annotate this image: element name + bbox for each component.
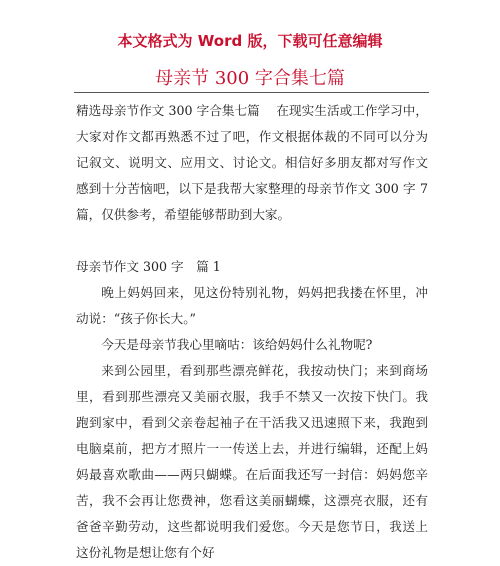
body-paragraph-2: 今天是母亲节我心里嘀咕：该给妈妈什么礼物呢? [101, 337, 373, 352]
format-banner: 本文格式为 Word 版，下载可任意编辑 [117, 32, 383, 50]
section-heading: 母亲节作文 300 字 篇 1 [76, 259, 221, 274]
document-body [76, 98, 428, 566]
intro-paragraph: 精选母亲节作文 300 字合集七篇 在现实生活或工作学习中，大家对作文都再熟悉不过了吧，作文根据体裁的不同可以分为记叙文、说明文、应用文、讨论文。相信好多朋友都对写作文感到十分苦恼吧，以下是我帮大家整理的母亲节作文 300 字 7 篇，仅供参考，希望能够帮助到大家。 [76, 103, 428, 222]
document-title: 母亲节 300 字合集七篇 [155, 68, 345, 89]
paragraph-gap [76, 228, 428, 254]
body-paragraph-1: 晚上妈妈回来，见这份特别礼物，妈妈把我搂在怀里，冲动说：“孩子你长大。” [76, 285, 428, 326]
title-divider [74, 92, 429, 93]
body-paragraph-3: 来到公园里，看到那些漂亮鲜花，我按动快门；来到商场里，看到那些漂亮又美丽衣服，我手不禁又一次按下快门。我跑到家中，看到父亲卷起袖子在干活我又迅速照下来，我跑到电脑桌前，把方才照片一一传送上去，并进行编辑，还配上妈妈最喜欢歌曲——两只蝴蝶。在后面我还写一封信：妈妈您辛苦，我不会再让您费神，您看这美丽蝴蝶，这漂亮衣服，还有爸爸辛勤劳动，这些都说明我们爱您。今天是您节日，我送上这份礼物是想让您有个好 [76, 363, 428, 560]
